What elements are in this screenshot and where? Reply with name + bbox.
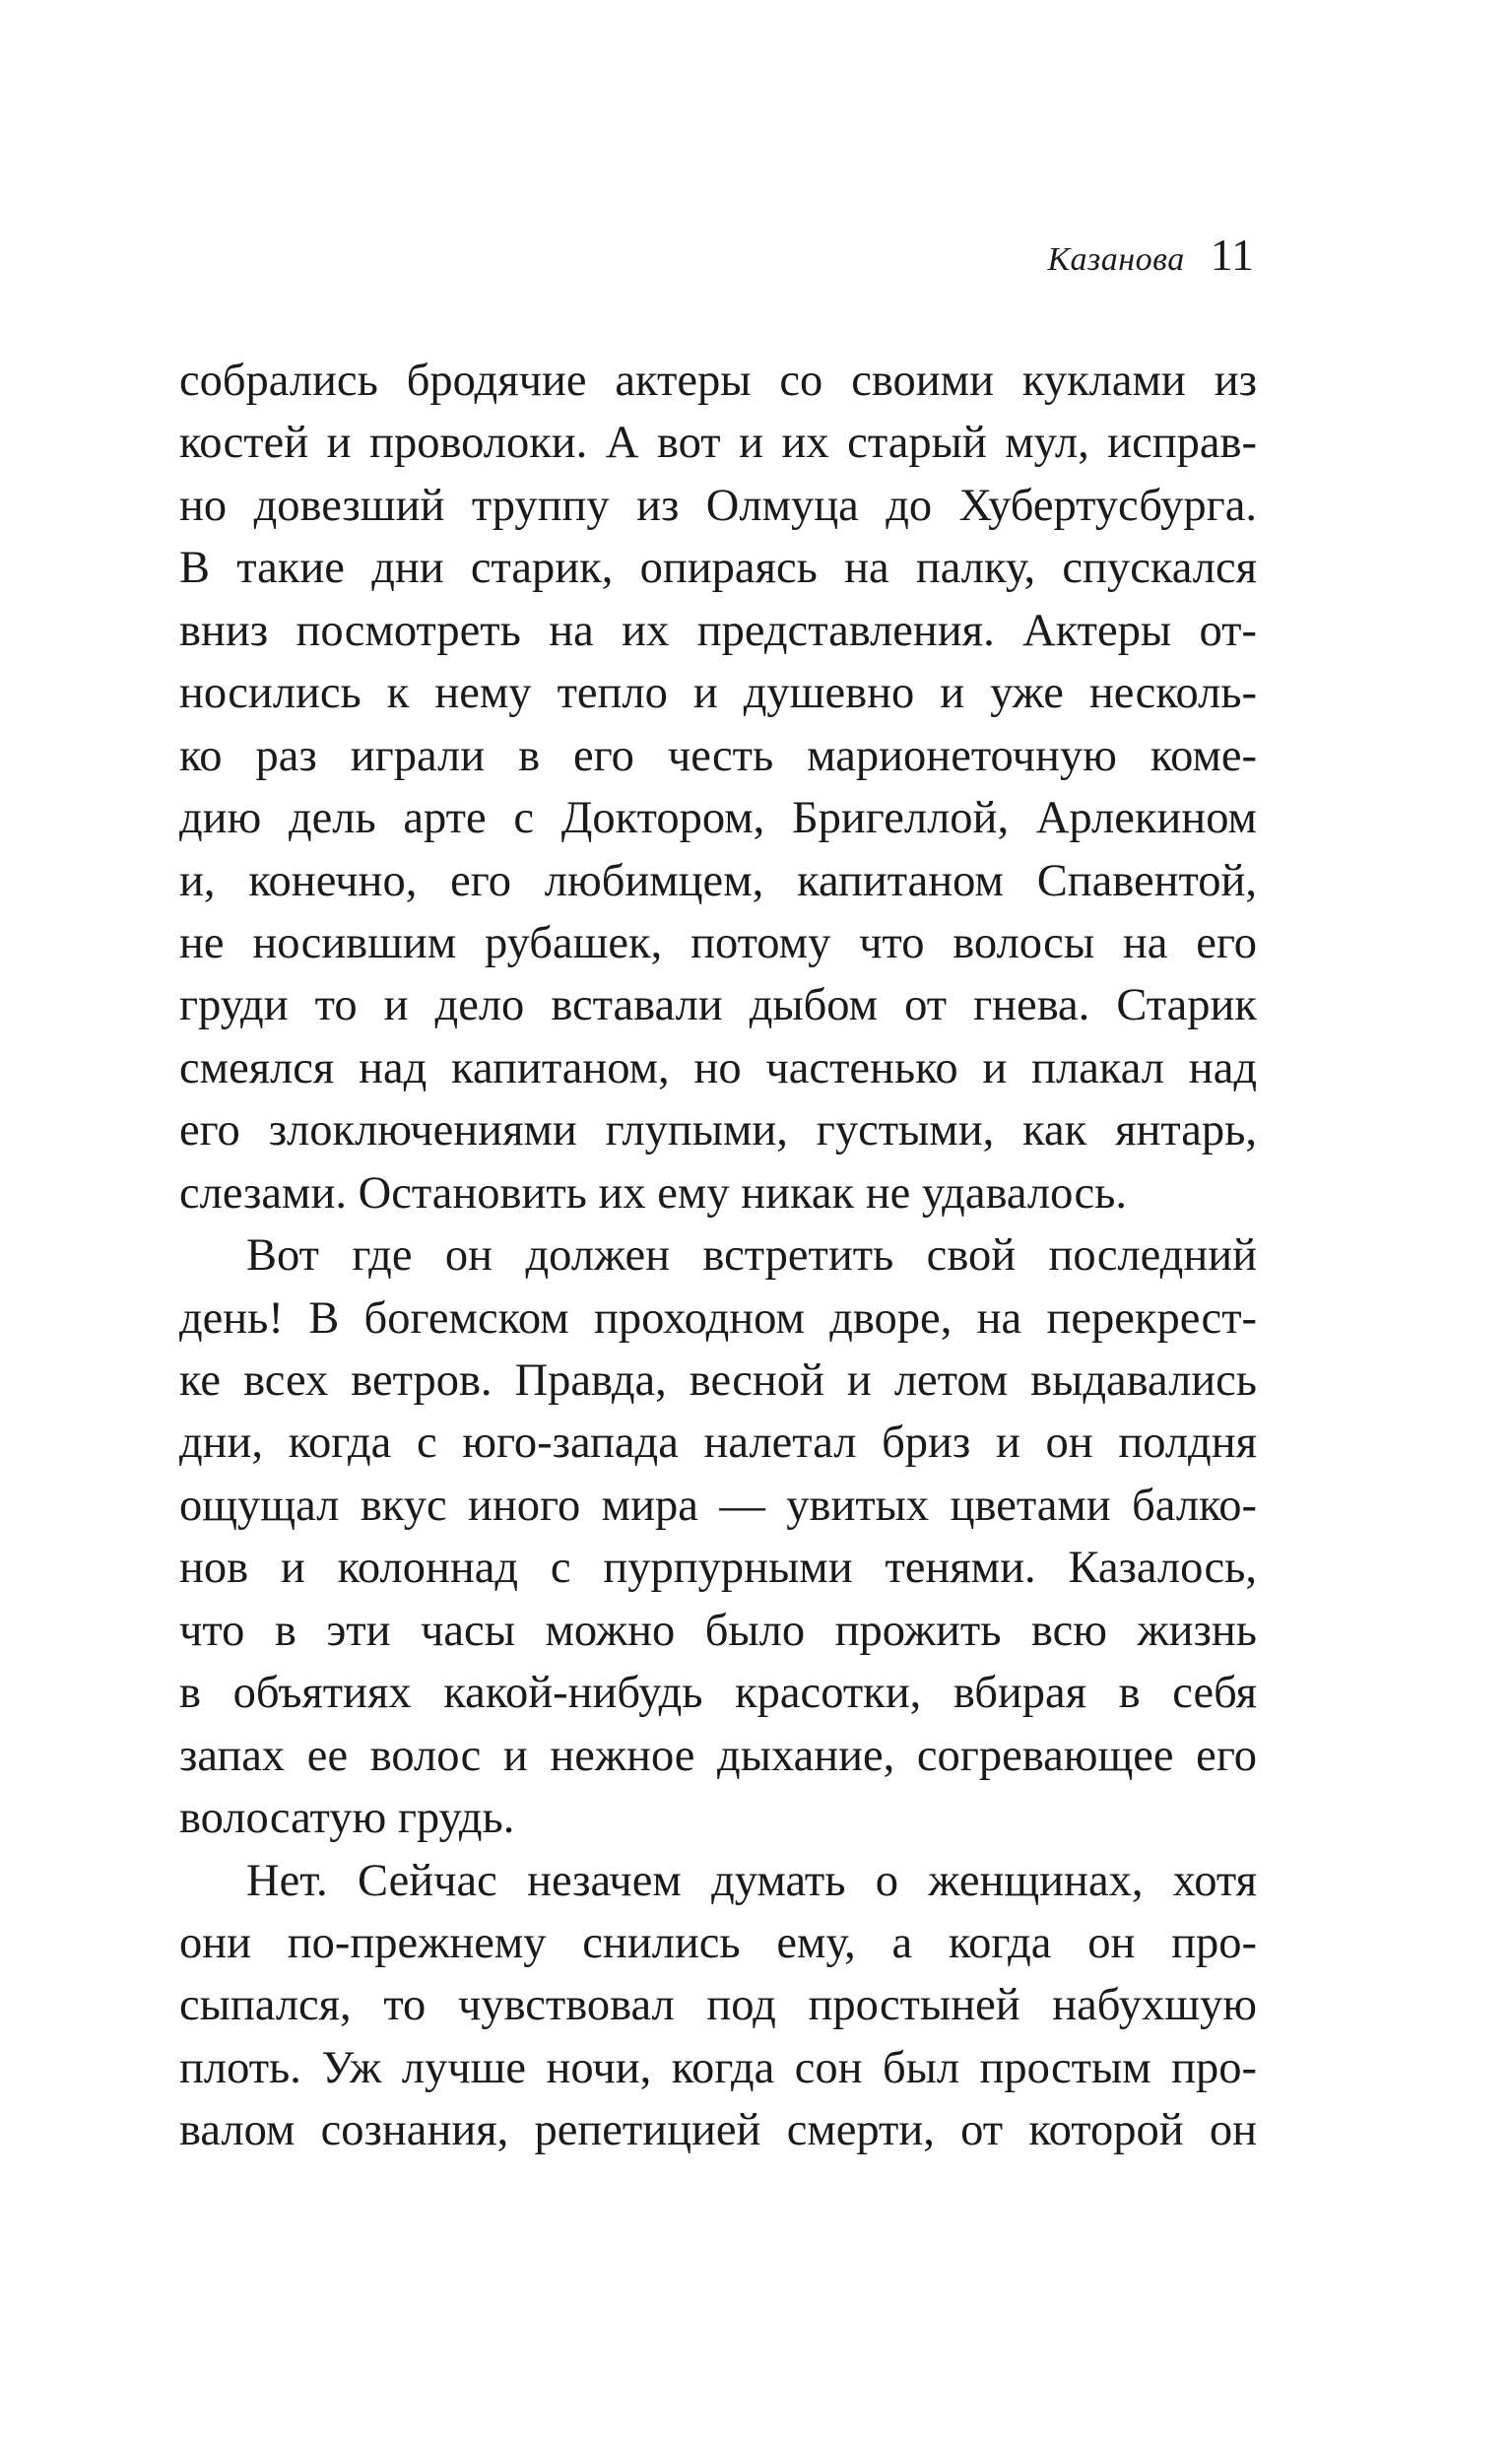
text-line: ке всех ветров. Правда, весной и летом выдавались — [179, 1355, 1257, 1406]
text-line: в объятиях какой-нибудь красотки, вбирая в себя — [179, 1668, 1257, 1719]
text-line: костей и проволоки. А вот и их старый мул, исправ- — [179, 418, 1257, 469]
page-number: 11 — [1210, 230, 1254, 280]
text-line: и, конечно, его любимцем, капитаном Спавентой, — [179, 855, 1257, 906]
text-line: сыпался, то чувствовал под простыней набухшую — [179, 1980, 1257, 2031]
text-line: Вот где он должен встретить свой последний — [246, 1230, 1257, 1282]
text-line: не носившим рубашек, потому что волосы на его — [179, 917, 1257, 968]
text-line: но довезший труппу из Олмуца до Хубертусбурга. — [179, 480, 1257, 531]
running-head — [1047, 229, 1254, 281]
text-line: дни, когда с юго-запада налетал бриз и он полдня — [179, 1418, 1257, 1469]
body-text — [179, 350, 1257, 2162]
text-line: они по-прежнему снились ему, а когда он про- — [179, 1917, 1257, 1968]
text-line: дию дель арте с Доктором, Бригеллой, Арлекином — [179, 793, 1257, 844]
text-line: волосатую грудь. — [179, 1793, 515, 1844]
text-line: запах ее волос и нежное дыхание, согревающее его — [179, 1730, 1257, 1781]
text-line: Нет. Сейчас незачем думать о женщинах, хотя — [246, 1855, 1257, 1906]
text-line: ко раз играли в его честь марионеточную коме- — [179, 730, 1257, 781]
text-line: что в эти часы можно было прожить всю жизнь — [179, 1605, 1257, 1656]
text-line: плоть. Уж лучше ночи, когда сон был простым про- — [179, 2042, 1257, 2093]
text-line: нов и колоннад с пурпурными тенями. Казалось, — [179, 1543, 1257, 1594]
text-line: груди то и дело вставали дыбом от гнева. Старик — [179, 980, 1257, 1031]
text-line: вниз посмотреть на их представления. Актеры от- — [179, 605, 1257, 656]
text-line: носились к нему тепло и душевно и уже несколь- — [179, 668, 1257, 719]
paragraph — [179, 1224, 1257, 1849]
text-line: валом сознания, репетицией смерти, от которой он — [179, 2105, 1257, 2156]
text-line: его злоключениями глупыми, густыми, как янтарь, — [179, 1105, 1257, 1156]
text-line: день! В богемском проходном дворе, на перекрест- — [179, 1292, 1257, 1344]
paragraph — [179, 350, 1257, 1224]
text-line: слезами. Остановить их ему никак не удавалось. — [179, 1167, 1127, 1219]
text-line: В такие дни старик, опираясь на палку, спускался — [179, 543, 1257, 594]
paragraph — [179, 1850, 1257, 2162]
text-line: собрались бродячие актеры со своими куклами из — [179, 356, 1257, 406]
running-title: Казанова — [1047, 241, 1185, 278]
text-line: смеялся над капитаном, но частенько и плакал над — [179, 1042, 1257, 1093]
text-line: ощущал вкус иного мира — увитых цветами балко- — [179, 1480, 1257, 1531]
